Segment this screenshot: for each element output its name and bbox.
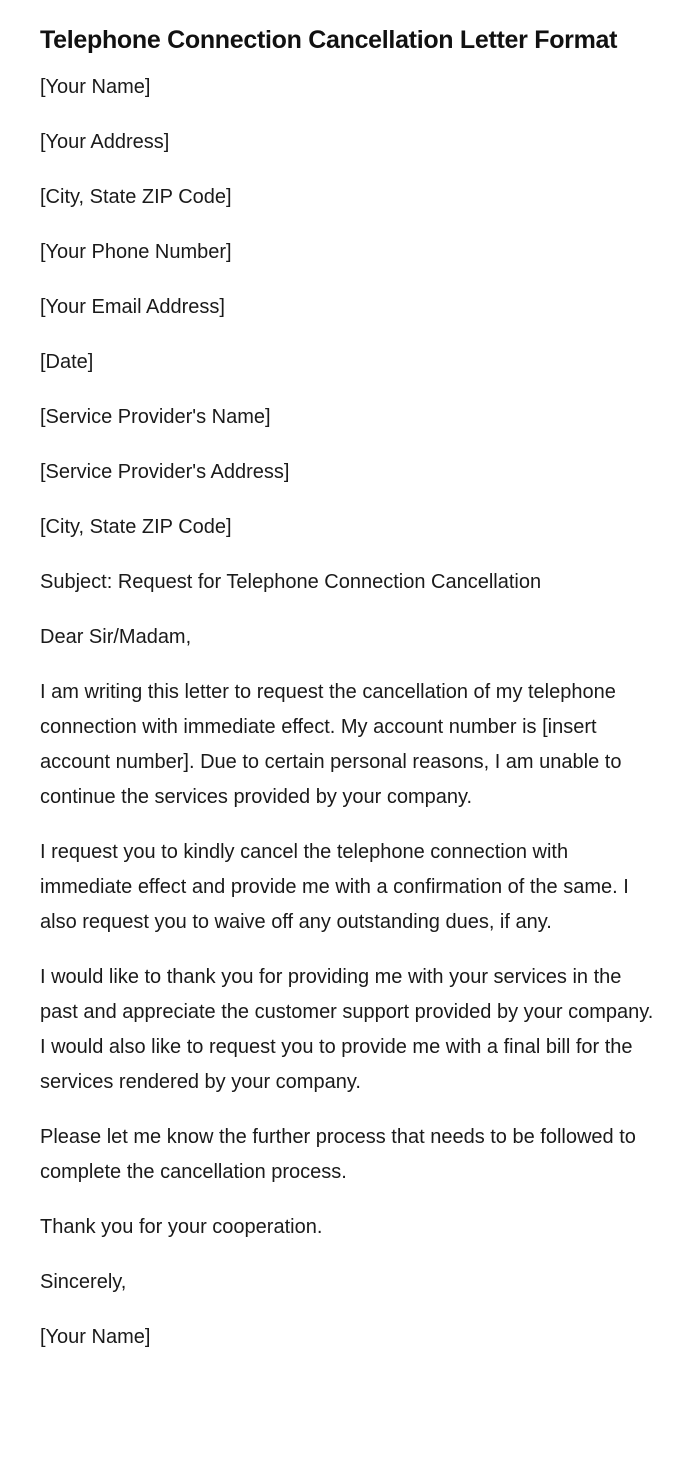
sender-email: [Your Email Address] <box>40 296 225 318</box>
sender-phone: [Your Phone Number] <box>40 241 232 263</box>
sender-city-state-zip: [City, State ZIP Code] <box>40 186 232 208</box>
document-title: Telephone Connection Cancellation Letter Format <box>40 26 618 54</box>
body-paragraph: I am writing this letter to request the cancellation of my telephone connection with immediate effect. My account number is [insert account number]. Due to certain personal reasons, I am unable to continue the services provided by your company. <box>40 681 622 808</box>
letter-salutation: Dear Sir/Madam, <box>40 626 192 648</box>
body-paragraph: Please let me know the further process that needs to be followed to complete the cancellation process. <box>40 1126 636 1183</box>
recipient-name: [Service Provider's Name] <box>40 406 271 428</box>
letter-subject: Subject: Request for Telephone Connection Cancellation <box>40 571 542 593</box>
body-paragraph: I would like to thank you for providing me with your services in the past and appreciate the customer support provided by your company. I would also like to request you to provide me with a final bill for the services rendered by your company. <box>40 966 654 1093</box>
signature-name: [Your Name] <box>40 1326 151 1348</box>
body-paragraph: Thank you for your cooperation. <box>40 1216 323 1238</box>
recipient-city-state-zip: [City, State ZIP Code] <box>40 516 232 538</box>
sender-address: [Your Address] <box>40 131 170 153</box>
letter-date: [Date] <box>40 351 94 373</box>
letter-closing: Sincerely, <box>40 1271 127 1293</box>
body-paragraph: I request you to kindly cancel the telephone connection with immediate effect and provide me with a confirmation of the same. I also request you to waive off any outstanding dues, if any. <box>40 841 629 933</box>
sender-name: [Your Name] <box>40 76 151 98</box>
recipient-address: [Service Provider's Address] <box>40 461 290 483</box>
